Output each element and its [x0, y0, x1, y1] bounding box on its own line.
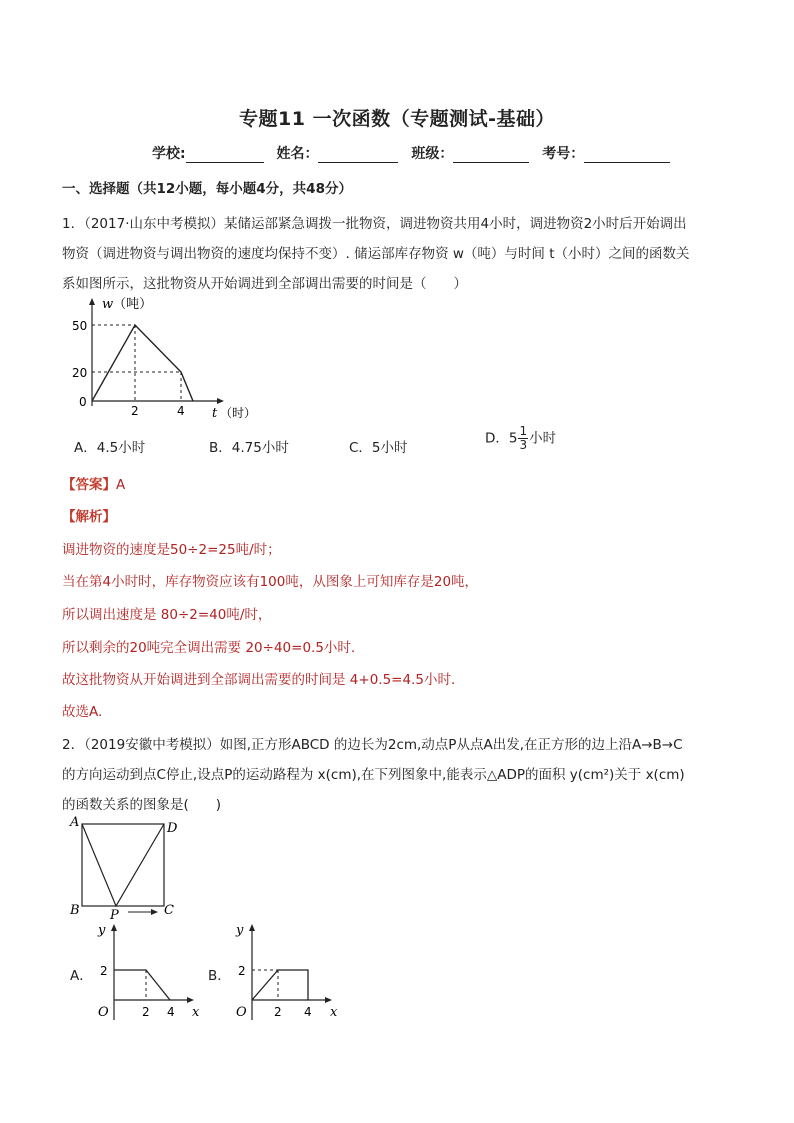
q1-line-3: 系如图所示，这批物资从开始调进到全部调出需要的时间是（ ） [62, 276, 467, 292]
q2a-x-tick-4: 4 [167, 1005, 175, 1019]
q1-option-a[interactable]: A．4.5小时 [74, 440, 146, 456]
q2b-x-arrow [325, 997, 332, 1003]
answer-tag: 【答案】 [62, 477, 116, 493]
q2-line-3: 的函数关系的图象是( ) [62, 797, 222, 813]
q2b-x-tick-2: 2 [274, 1005, 282, 1019]
q1-x-arrow [217, 398, 224, 404]
q1-option-c[interactable]: C．5小时 [349, 440, 408, 456]
q2-label-b: B [70, 903, 80, 918]
q1-option-b[interactable]: B．4.75小时 [209, 440, 289, 456]
analysis-conclusion: 故选A. [62, 704, 103, 720]
class-label: 班级： [411, 146, 454, 162]
q2-label-a: A [70, 815, 80, 830]
q1-graph [62, 296, 272, 421]
q2a-y-label: y [98, 923, 106, 938]
q1-origin: 0 [79, 395, 87, 409]
q1-y-label: w（吨） [102, 297, 153, 312]
q1-x-label-unit: （时） [220, 406, 257, 420]
analysis-line-5: 故这批物资从开始调进到全部调出需要的时间是 4+0.5=4.5小时. [62, 672, 456, 688]
school-label: 学校: [152, 146, 186, 162]
q1-option-d-fraction [518, 425, 528, 452]
q2a-x-label: x [192, 1005, 200, 1020]
page-title: 专题11 一次函数（专题测试-基础） [239, 108, 555, 130]
q2a-function-line [114, 970, 170, 1000]
q2a-origin: O [98, 1005, 109, 1020]
q2-triangle-adp [82, 824, 164, 906]
q2-square-figure [66, 812, 196, 922]
q2b-y-label: y [236, 923, 244, 938]
q2-label-p: P [110, 908, 119, 922]
q2-label-d: D [167, 821, 178, 836]
q1-function-line [92, 325, 193, 401]
q2b-y-arrow [249, 924, 255, 931]
q2-motion-arrowhead [151, 909, 158, 915]
q2a-x-tick-2: 2 [142, 1005, 150, 1019]
fraction-denominator: 3 [519, 438, 528, 452]
class-blank [453, 148, 529, 163]
q2-label-c: C [164, 903, 174, 918]
q1-option-d[interactable] [485, 425, 556, 452]
exam-no-label: 考号： [542, 146, 585, 162]
q2a-x-arrow [187, 997, 194, 1003]
q2b-origin: O [236, 1005, 247, 1020]
name-blank [318, 148, 398, 163]
q2b-y-tick: 2 [238, 964, 246, 978]
school-blank [186, 148, 264, 163]
q2-line-2: 的方向运动到点C停止,设点P的运动路程为 x(cm),在下列图象中,能表示△ADP的面积 y(cm²)关于 x(cm) [62, 767, 685, 783]
q1-line-2: 物资（调进物资与调出物资的速度均保持不变）. 储运部库存物资 w（吨）与时间 t（小时）之间的函数关 [62, 246, 690, 262]
q1-y-tick-50: 50 [72, 319, 88, 333]
answer-value: A [116, 477, 126, 493]
q2-graph-a[interactable] [90, 920, 210, 1025]
q2b-x-tick-4: 4 [304, 1005, 312, 1019]
q1-option-d-prefix: D．5 [485, 430, 518, 447]
q2-graph-b[interactable] [228, 920, 348, 1025]
q2-line-1: 2．（2019安徽中考模拟）如图,正方形ABCD 的边长为2cm,动点P从点A出发,在正方形的边上沿A→B→C [62, 737, 683, 753]
q2a-y-tick: 2 [100, 964, 108, 978]
q2b-x-label: x [330, 1005, 338, 1020]
q2a-y-arrow [111, 924, 117, 931]
exam-no-blank [584, 148, 670, 163]
analysis-line-2: 当在第4小时时，库存物资应该有100吨，从图象上可知库存是20吨， [62, 574, 479, 590]
q1-answer [62, 473, 125, 493]
q1-y-tick-20: 20 [72, 366, 88, 380]
analysis-tag: 【解析】 [62, 509, 116, 525]
name-label: 姓名： [276, 146, 319, 162]
fraction-numerator: 1 [519, 424, 528, 438]
q1-x-tick-4: 4 [177, 404, 185, 418]
q1-option-d-suffix: 小时 [529, 430, 557, 447]
analysis-line-4: 所以剩余的20吨完全调出需要 20÷40=0.5小时. [62, 640, 356, 656]
q1-line-1: 1．（2017·山东中考模拟）某储运部紧急调拨一批物资，调进物资共用4小时，调进物资2小时后开始调出 [62, 216, 687, 232]
q1-x-label-var: t [212, 406, 218, 421]
q2b-function-line [252, 970, 308, 1000]
section-heading: 一、选择题（共12小题，每小题4分，共48分） [62, 181, 352, 197]
analysis-line-3: 所以调出速度是 80÷2=40吨/时， [62, 607, 272, 623]
analysis-line-1: 调进物资的速度是50÷2=25吨/时； [62, 542, 281, 558]
q1-y-arrow [89, 298, 95, 305]
q2-option-a-label[interactable]: A． [70, 968, 93, 984]
student-info-line [152, 143, 678, 163]
q1-x-tick-2: 2 [131, 404, 139, 418]
q2-option-b-label[interactable]: B． [208, 968, 231, 984]
